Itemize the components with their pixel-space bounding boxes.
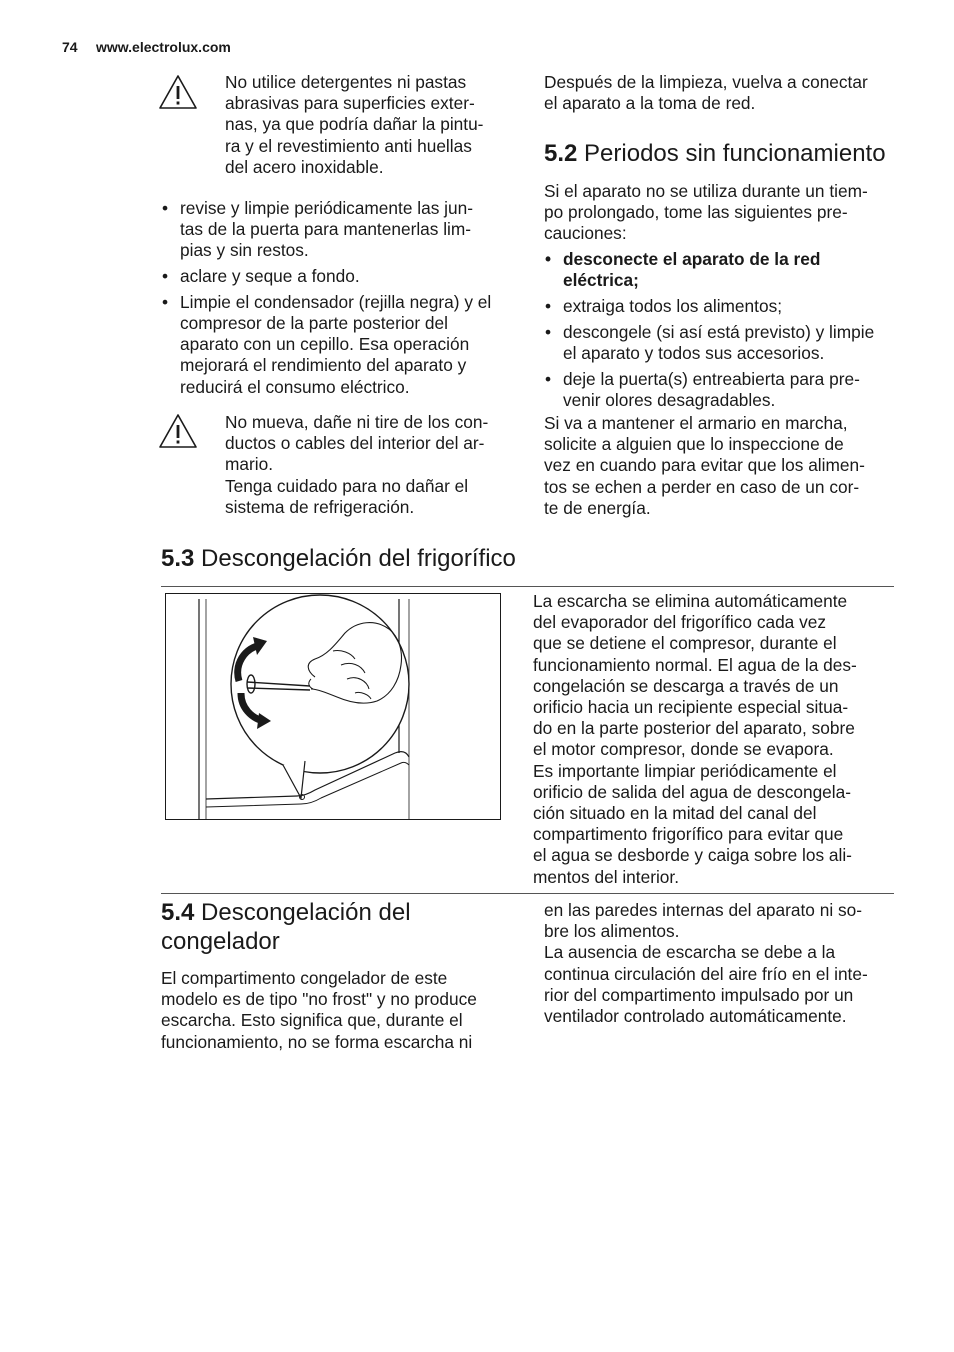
text-line: Si el aparato no se utiliza durante un tiem- [544, 181, 868, 201]
text-line: pias y sin restos. [180, 240, 309, 261]
list-item [544, 322, 909, 364]
text-line: eléctrica; [563, 270, 639, 291]
list-item [161, 266, 521, 287]
precautions-list [544, 249, 909, 411]
reconnect-text [544, 72, 904, 114]
section-number: 5.4 [161, 899, 195, 926]
cleaning-list [161, 198, 521, 402]
text-line: tas de la puerta para mantenerlas lim- [180, 219, 472, 240]
list-item [161, 198, 521, 262]
page-number: 74 [62, 39, 78, 55]
text-line: compresor de la parte posterior del [180, 313, 448, 334]
text-line: aparato con un cepillo. Esa operación [180, 334, 470, 355]
s54-right-text [544, 900, 904, 1027]
s52-outro [544, 413, 904, 519]
text-line: • deje la puerta(s) entreabierta para pre- [563, 368, 860, 389]
text-line: funcionamiento, no se forma escarcha ni [161, 1031, 473, 1052]
text-line: La ausencia de escarcha se debe a la [544, 942, 836, 963]
text-line: en las paredes internas del aparato ni so- [544, 900, 862, 920]
section-heading-5-2 [544, 139, 914, 168]
text-line: Tenga cuidado para no dañar el [225, 475, 469, 496]
text-line: solicite a alguien que lo inspeccione de [544, 434, 844, 455]
text-line: ra y el revestimiento anti huellas [225, 135, 472, 156]
text-line: del acero inoxidable. [225, 156, 384, 177]
divider [161, 893, 894, 894]
section-heading-5-4 [161, 898, 531, 956]
text-line: abrasivas para superficies exter- [225, 93, 475, 114]
text-line: sistema de refrigeración. [225, 496, 415, 517]
text-line: • desconecte el aparato de la red [563, 249, 821, 269]
warning-icon [158, 74, 198, 110]
section-heading-5-3 [161, 544, 661, 573]
defrost-drain-illustration [165, 593, 501, 820]
text-line: • extraiga todos los alimentos; [563, 295, 783, 316]
section-title: Descongelación del [201, 899, 411, 926]
text-line: venir olores desagradables. [563, 389, 776, 410]
text-line: el aparato y todos sus accesorios. [563, 342, 825, 363]
text-line: nas, ya que podría dañar la pintu- [225, 114, 484, 135]
text-line: el agua se desborde y caiga sobre los ali- [533, 845, 852, 866]
text-line: orificio hacia un recipiente especial situa- [533, 697, 849, 718]
text-line: • descongele (si así está previsto) y limpie [563, 321, 875, 342]
text-line: continua circulación del aire frío en el inte- [544, 963, 868, 984]
text-line: El compartimento congelador de este [161, 968, 448, 988]
text-line: • aclare y seque a fondo. [180, 266, 360, 287]
text-line: cauciones: [544, 223, 627, 244]
text-line: mejorará el rendimiento del aparato y [180, 355, 467, 376]
text-line: La escarcha se elimina automáticamente [533, 591, 848, 611]
list-item [544, 249, 909, 291]
text-line: po prolongado, tome las siguientes pre- [544, 202, 848, 223]
text-line: del evaporador del frigorífico cada vez [533, 612, 826, 633]
text-line: congelación se descarga a través de un [533, 675, 839, 696]
text-line: ventilador controlado automáticamente. [544, 1006, 847, 1027]
warning-icon [158, 413, 198, 449]
warning-text-detergents [225, 72, 515, 178]
section-number: 5.3 [161, 545, 195, 572]
text-line: Si va a mantener el armario en marcha, [544, 413, 848, 433]
text-line: escarcha. Esto significa que, durante el [161, 1010, 463, 1031]
text-line: mentos del interior. [533, 866, 680, 887]
s54-left-text [161, 968, 521, 1053]
text-line: compartimento frigorífico para evitar que [533, 824, 844, 845]
text-line: rior del compartimento impulsado por un [544, 984, 854, 1005]
s52-intro [544, 181, 904, 245]
text-line: el motor compresor, donde se evapora. [533, 739, 834, 760]
section-title: Periodos sin funcionamiento [584, 140, 886, 167]
text-line: Es importante limpiar periódicamente el [533, 760, 837, 781]
text-line: tos se echen a perder en caso de un cor- [544, 476, 860, 497]
text-line: ción situado en la mitad del canal del [533, 803, 817, 824]
s53-text [533, 591, 898, 888]
text-line: que se detiene el compresor, durante el [533, 633, 837, 654]
list-item [544, 369, 909, 411]
text-line: funcionamiento normal. El agua de la des- [533, 654, 857, 675]
text-line: mario. [225, 454, 274, 475]
text-line: te de energía. [544, 497, 651, 518]
section-title: Descongelación del frigorífico [201, 545, 516, 572]
list-item [161, 292, 521, 398]
text-line: el aparato a la toma de red. [544, 93, 756, 114]
divider [161, 586, 894, 587]
section-title-continued: congelador [161, 928, 280, 955]
text-line: orificio de salida del agua de descongela- [533, 781, 851, 802]
warning-text-ducts [225, 412, 520, 518]
list-item [544, 296, 909, 317]
text-line: Después de la limpieza, vuelva a conectar [544, 72, 868, 92]
text-line: reducirá el consumo eléctrico. [180, 376, 410, 397]
text-line: No mueva, dañe ni tire de los con- [225, 412, 489, 432]
text-line: No utilice detergentes ni pastas [225, 72, 467, 92]
text-line: do en la parte posterior del aparato, sobre [533, 718, 855, 739]
text-line: modelo es de tipo "no frost" y no produce [161, 989, 477, 1010]
text-line: bre los alimentos. [544, 921, 680, 942]
text-line: ductos o cables del interior del ar- [225, 433, 485, 454]
text-line: • revise y limpie periódicamente las jun- [180, 198, 473, 218]
section-number: 5.2 [544, 140, 578, 167]
text-line: vez en cuando para evitar que los alimen- [544, 455, 865, 476]
text-line: • Limpie el condensador (rejilla negra) y el [180, 291, 492, 312]
site-url: www.electrolux.com [96, 39, 231, 55]
